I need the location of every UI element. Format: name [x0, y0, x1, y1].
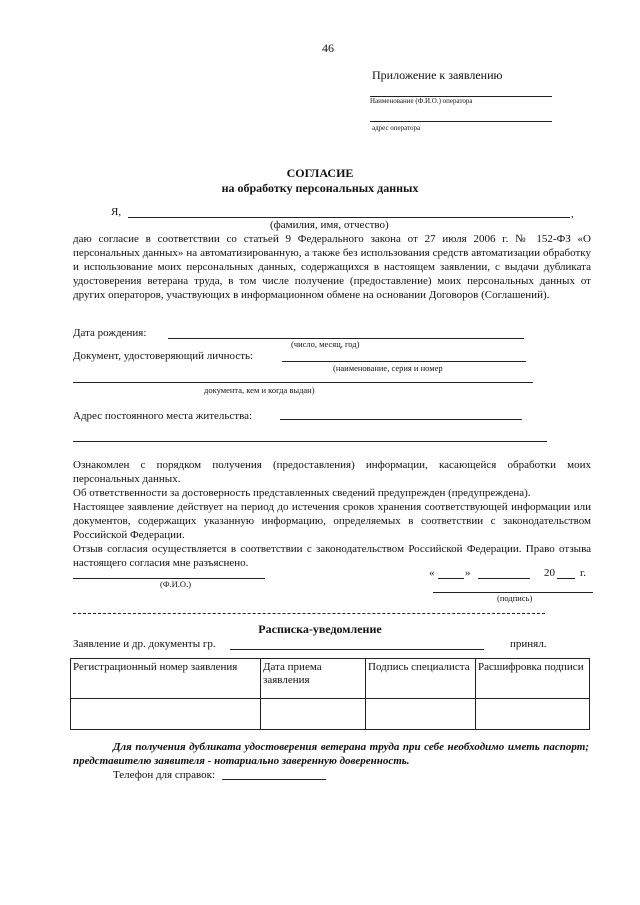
- identity-document-line-2[interactable]: [73, 382, 533, 383]
- validity-paragraph: Настоящее заявление действует на период до истечения сроков хранения соответствующей информации или документов, содержащих указанную информацию, определяемых в соответствии с законодательством Российской Федерации.: [73, 501, 591, 541]
- column-signature-decoding: Расшифровка подписи: [476, 659, 590, 699]
- table-row: [71, 699, 590, 730]
- table-cell-acceptance-date[interactable]: [261, 699, 366, 730]
- column-acceptance-date: Дата приема заявления: [261, 659, 366, 699]
- address-line-2[interactable]: [73, 441, 547, 442]
- identity-document-line[interactable]: [282, 361, 526, 362]
- receipt-statement-prefix: Заявление и др. документы гр.: [73, 638, 216, 650]
- responsibility-paragraph: Об ответственности за достоверность представленных сведений предупрежден (предупреждена).: [73, 487, 531, 499]
- revocation-paragraph: Отзыв согласия осуществляется в соответствии с законодательством Российской Федерации. Право отзыва настоящего согласия мне разъяснено.: [73, 543, 591, 569]
- receipt-table-header: [71, 659, 590, 699]
- attachment-label: Приложение к заявлению: [372, 68, 503, 82]
- receipt-title: Расписка-уведомление: [258, 622, 382, 636]
- receipt-name-line[interactable]: [230, 649, 484, 650]
- document-subtitle: на обработку персональных данных: [221, 181, 419, 195]
- table-cell-specialist-signature[interactable]: [366, 699, 476, 730]
- operator-address-caption: адрес оператора: [372, 124, 421, 132]
- operator-name-caption: Наименование (Ф.И.О.) оператора: [370, 97, 473, 105]
- table-cell-registration-number[interactable]: [71, 699, 261, 730]
- date-day-line[interactable]: [438, 578, 464, 579]
- identity-document-label: Документ, удостоверяющий личность:: [73, 350, 254, 362]
- year-suffix: г.: [580, 567, 587, 579]
- column-specialist-signature: Подпись специалиста: [366, 659, 476, 699]
- date-month-line[interactable]: [478, 578, 530, 579]
- birth-date-caption: (число, месяц, год): [291, 339, 360, 349]
- phone-label: Телефон для справок:: [113, 769, 216, 781]
- name-prefix: Я,: [111, 206, 122, 218]
- identity-document-caption-2: документа, кем и когда выдан): [204, 385, 315, 395]
- receipt-table: [70, 658, 590, 730]
- consent-text: даю согласие в соответствии со статьей 9 Федерального закона от 27 июля 2006 г. № 152-ФЗ «О персональных данных» на автоматизированную, а также без использования средств автоматизации обработку и использование моих персональных данных, содержащихся в настоящем заявлении, с выдачи дубликата удостоверения ветерана труда, в том числе получение (предоставление) моих персональных данных от других операторов, участвующих в информационном обмене на основании Договоров (Соглашений).: [73, 233, 591, 301]
- full-name-caption: (фамилия, имя, отчество): [270, 219, 389, 231]
- section-separator: [73, 613, 545, 614]
- address-line[interactable]: [280, 419, 522, 420]
- name-suffix: ,: [571, 208, 574, 220]
- table-cell-signature-decoding[interactable]: [476, 699, 590, 730]
- acknowledgement-paragraph: Ознакомлен с порядком получения (предоставления) информации, касающейся обработки моих персональных данных.: [73, 459, 591, 485]
- document-title: СОГЛАСИЕ: [286, 166, 354, 180]
- date-close-quote: »: [465, 567, 471, 579]
- column-registration-number: Регистрационный номер заявления: [71, 659, 261, 699]
- page-number: 46: [322, 41, 334, 55]
- fio-caption: (Ф.И.О.): [160, 579, 192, 589]
- signature-caption: (подпись): [497, 593, 533, 603]
- year-prefix: 20: [544, 567, 555, 579]
- identity-document-caption: (наименование, серия и номер: [333, 363, 443, 373]
- operator-address-line: [370, 121, 552, 122]
- phone-line[interactable]: [222, 779, 326, 780]
- receipt-statement-suffix: принял.: [510, 638, 547, 650]
- birth-date-label: Дата рождения:: [73, 327, 147, 339]
- footer-note: Для получения дубликата удостоверения ветерана труда при себе необходимо иметь паспорт; представителю заявителя - нотариально заверенную доверенность.: [73, 741, 589, 767]
- address-label: Адрес постоянного места жительства:: [73, 410, 253, 422]
- date-year-line[interactable]: [557, 578, 575, 579]
- date-open-quote: «: [429, 567, 435, 579]
